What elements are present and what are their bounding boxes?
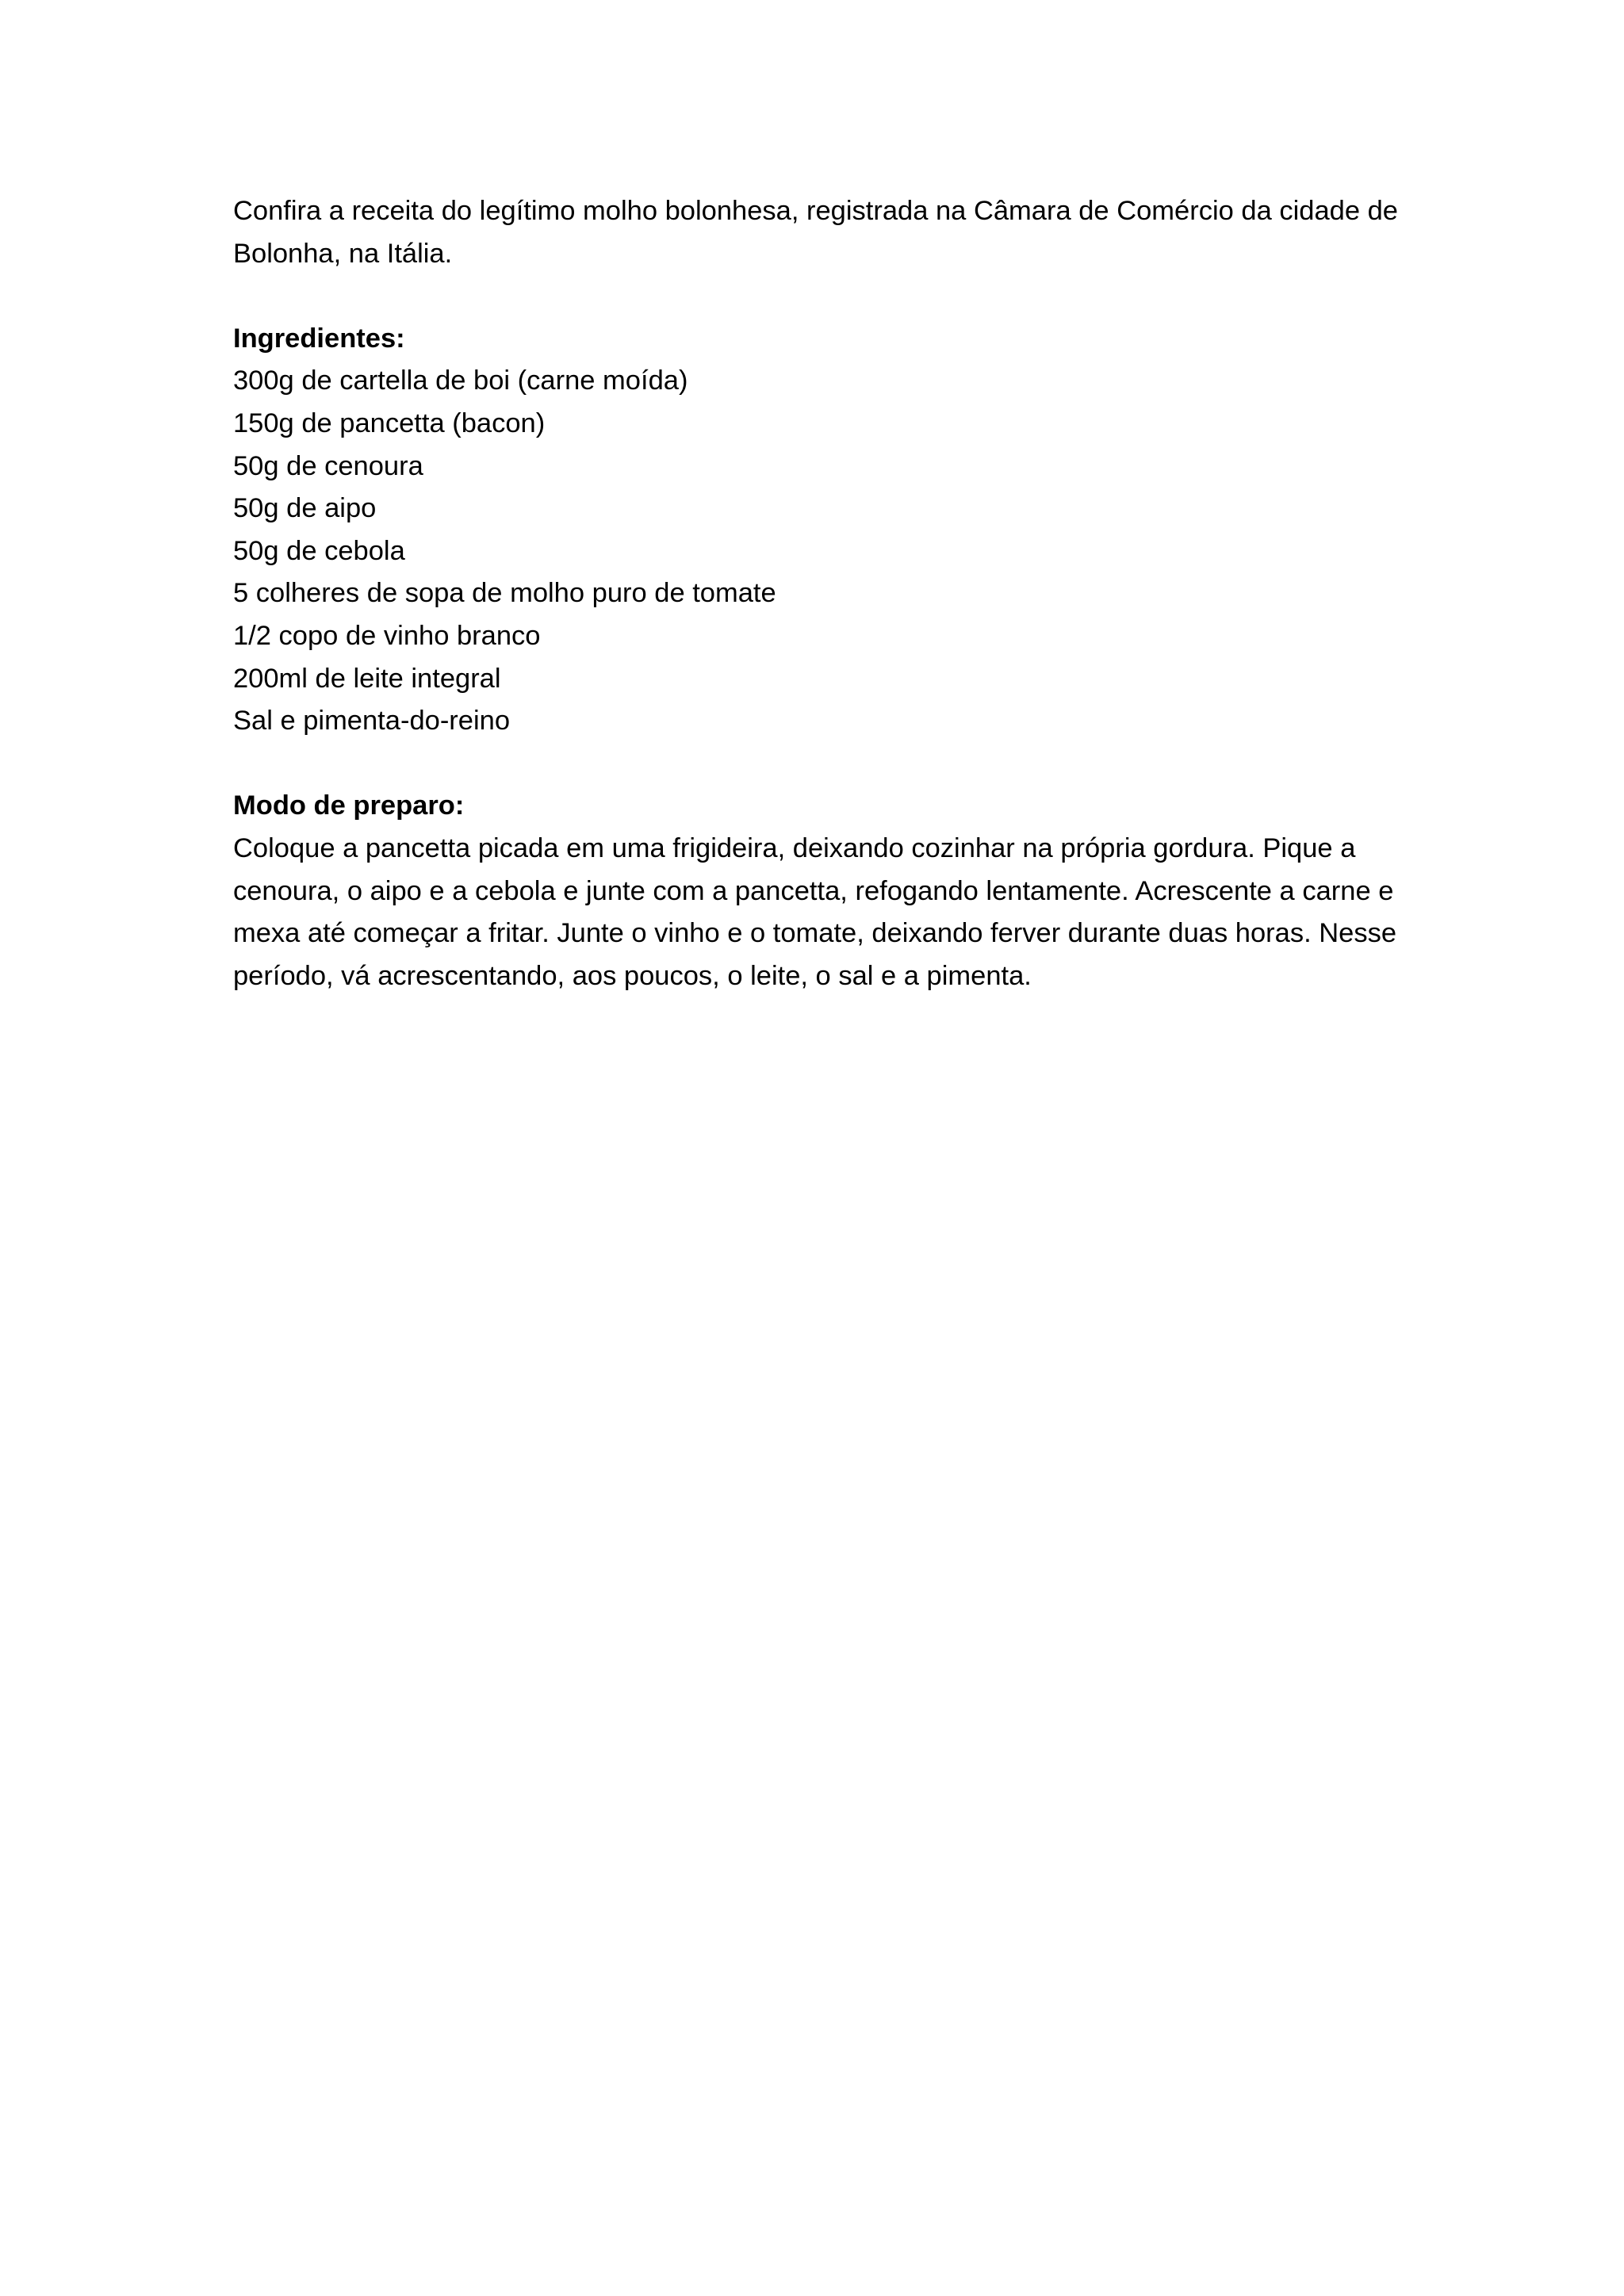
ingredient-item: 50g de cenoura (233, 450, 423, 481)
recipe-body (233, 190, 1407, 997)
ingredient-item: Sal e pimenta-do-reino (233, 706, 511, 737)
ingredient-item: 50g de cebola (233, 535, 405, 566)
preparation-heading: Modo de preparo: (233, 790, 465, 821)
ingredient-item: 5 colheres de sopa de molho puro de tomate (233, 578, 776, 609)
ingredient-item: 300g de cartella de boi (carne moída) (233, 365, 688, 396)
ingredient-item: 150g de pancetta (bacon) (233, 408, 546, 438)
ingredients-heading: Ingredientes: (233, 323, 405, 354)
ingredients-list (233, 360, 1407, 742)
ingredient-item: 200ml de leite integral (233, 663, 501, 694)
ingredient-item: 1/2 copo de vinho branco (233, 620, 541, 651)
preparation-paragraph: Coloque a pancetta picada em uma frigideira, deixando cozinhar na própria gordura. Pique a cenoura, o aipo e a cebola e junte com a pancetta, refogando lentamente. Acrescente a carne e mexa até começar a fritar. Junte o vinho e o tomate, deixando ferver durante duas horas. Nesse período, vá acrescentando, aos poucos, o leite, o sal e a pimenta. (233, 832, 1397, 991)
intro-paragraph: Confira a receita do legítimo molho bolonhesa, registrada na Câmara de Comércio da cidade de Bolonha, na Itália. (233, 196, 1398, 269)
ingredient-item: 50g de aipo (233, 493, 377, 524)
spacer (233, 275, 1407, 318)
spacer (233, 743, 1407, 786)
